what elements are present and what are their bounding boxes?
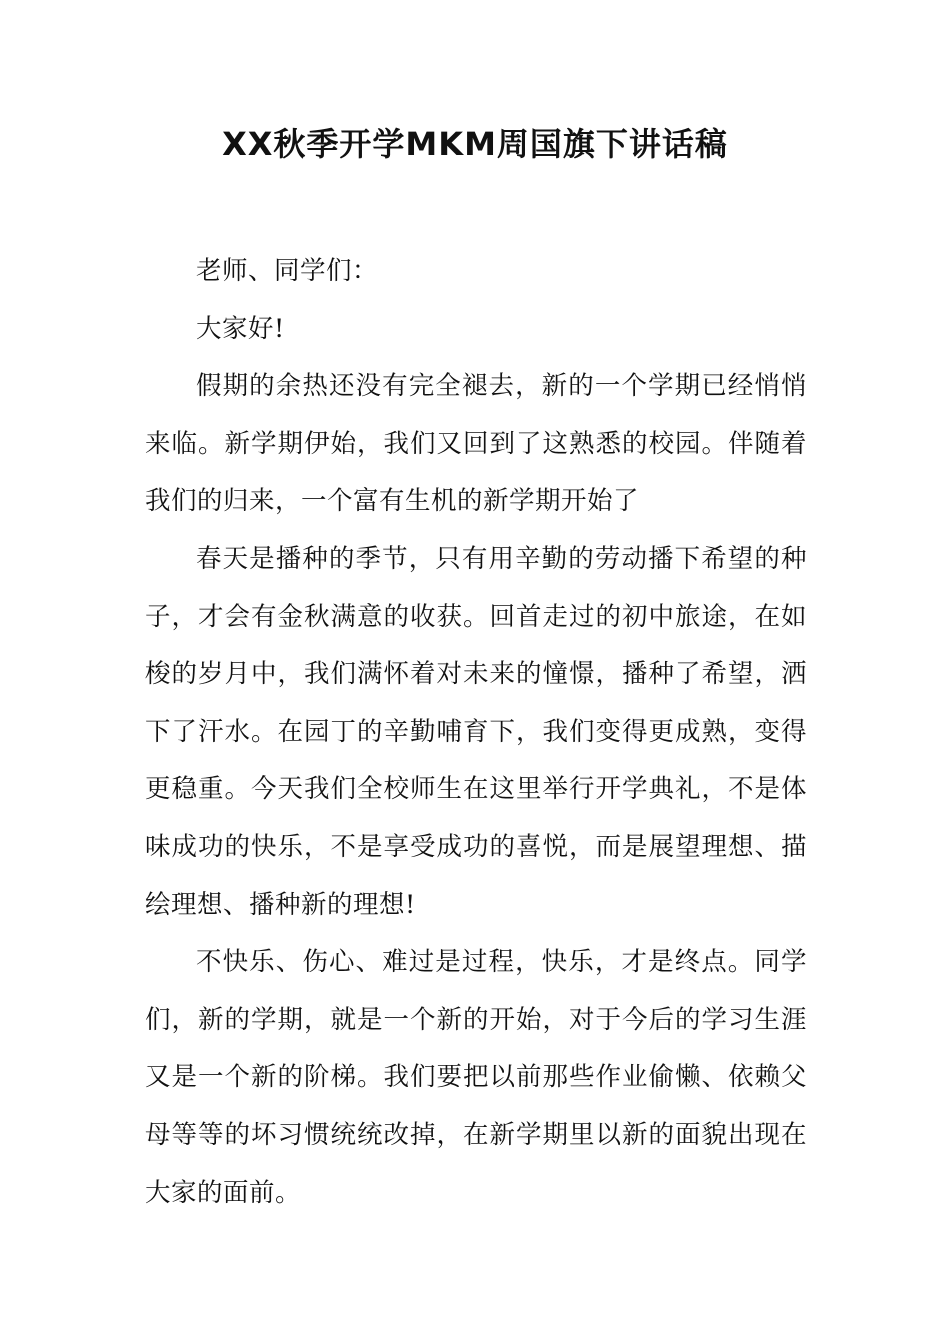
document-body xyxy=(145,243,807,1222)
greeting-paragraph: 大家好! xyxy=(196,313,285,344)
salutation-paragraph: 老师、同学们： xyxy=(196,256,379,286)
body-paragraph: 春天是播种的季节，只有用辛勤的劳动播下希望的种子，才会有金秋满意的收获。回首走过的初中旅途，在如梭的岁月中，我们满怀着对未来的憧憬，播种了希望，洒下了汗水。在园丁的辛勤哺育下，我们变得更成熟，变得更稳重。今天我们全校师生在这里举行开学典礼，不是体味成功的快乐，不是享受成功的喜悦，而是展望理想、描绘理想、播种新的理想! xyxy=(145,543,807,920)
body-paragraph: 假期的余热还没有完全褪去，新的一个学期已经悄悄来临。新学期伊始，我们又回到了这熟悉的校园。伴随着我们的归来，一个富有生机的新学期开始了 xyxy=(145,371,807,517)
document-title: XX秋季开学MKM周国旗下讲话稿 xyxy=(222,125,728,163)
body-paragraph: 不快乐、伤心、难过是过程，快乐，才是终点。同学们，新的学期，就是一个新的开始，对于今后的学习生涯又是一个新的阶梯。我们要把以前那些作业偷懒、依赖父母等等的坏习惯统统改掉，在新学期里以新的面貌出现在大家的面前。 xyxy=(145,947,807,1208)
